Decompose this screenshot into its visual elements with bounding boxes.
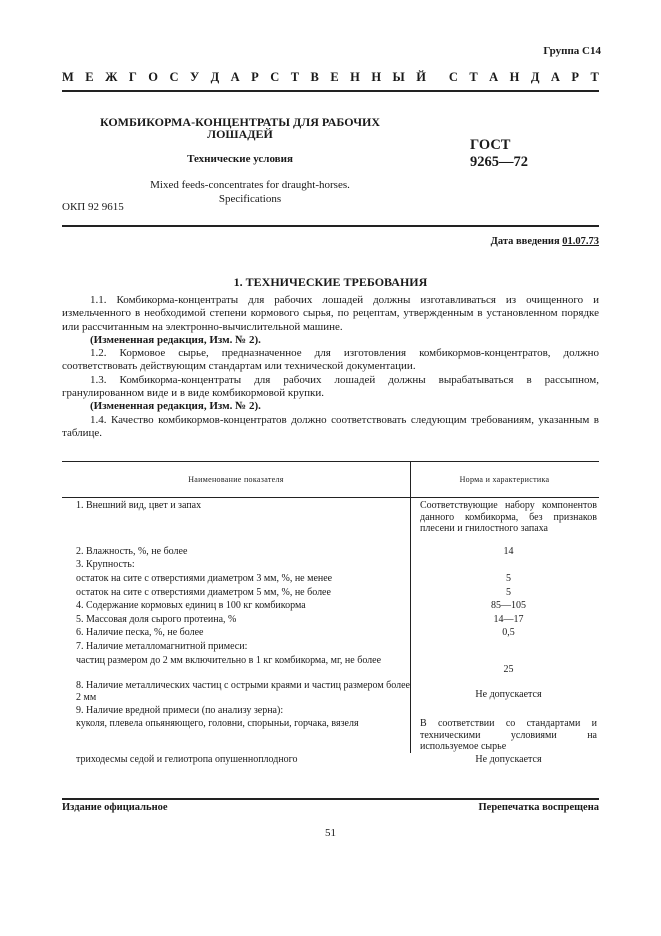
amendment-note: (Измененная редакция, Изм. № 2). [90,400,261,413]
banner-letter: Е [330,70,339,84]
middle-rule [62,225,599,227]
row-name: 4. Содержание кормовых единиц в 100 кг комбикорма [76,600,306,611]
row-name: 9. Наличие вредной примеси (по анализу зерна): [76,705,284,716]
row-value: 0,5 [502,627,515,638]
banner-letter: Г [128,70,137,84]
row-name: остаток на сите с отверстиями диаметром 3 мм, %, не менее [76,573,333,584]
footer-official-edition: Издание официальное [62,802,168,813]
table-row [62,754,599,768]
table-header [62,462,599,498]
row-value [410,641,599,655]
banner-letter: В [310,70,319,84]
row-name: 8. Наличие металлических частиц с острыми краями и частиц размером более 2 мм [76,680,410,703]
okp-code: ОКП 92 9615 [62,201,124,213]
banner-letter: А [550,70,560,84]
table-divider [410,462,411,753]
banner-letter: О [148,70,159,84]
banner-letter: Е [85,70,94,84]
banner-letter: Т [469,70,478,84]
row-value [410,559,599,573]
banner-letter: Н [350,70,360,84]
row-name: триходесмы седой и гелиотропа опушенноплодного [76,754,298,765]
banner-letter: М [62,70,74,84]
banner-letter: Р [251,70,259,84]
banner-letter: Д [530,70,540,84]
standard-banner [62,70,599,85]
document-title [90,116,390,140]
row-value: 5 [506,573,511,584]
table-row [62,559,599,573]
row-name: остаток на сите с отверстиями диаметром 5 мм, %, не более [76,587,331,598]
title-line: ЛОШАДЕЙ [207,127,273,141]
gost-number: 9265—72 [470,154,528,170]
requirements-table [62,461,599,768]
english-title [90,178,410,206]
row-name: 7. Наличие металломагнитной примеси: [76,641,248,652]
gost-label: ГОСТ [470,137,511,153]
section-title: 1. ТЕХНИЧЕСКИЕ ТРЕБОВАНИЯ [233,275,428,289]
english-line: Specifications [218,193,282,205]
row-name: 5. Массовая доля сырого протеина, % [76,614,237,625]
table-row [62,614,599,627]
page-number: 51 [325,827,336,839]
banner-letter: С [169,70,179,84]
english-line: Mixed feeds-concentrates for draught-horses. [150,179,350,191]
banner-letter: С [270,70,280,84]
paragraph: 1.1. Комбикорма-концентраты для рабочих лошадей должны изготавливаться из очищенного и измельченного в необходимой степени кормового сырья, по рецептам, утвержденным в установленном порядке или рассчитанным на электронно-вычислительной машине. [62,294,599,333]
document-subtitle: Технические условия [187,153,293,165]
row-value: Не допускается [475,754,542,765]
intro-date-value: 01.07.73 [562,236,599,247]
banner-letter: А [230,70,240,84]
amendment-note: (Измененная редакция, Изм. № 2). [90,333,261,346]
table-row [62,718,599,754]
row-value: 14—17 [493,614,524,625]
row-value [410,705,599,718]
banner-letter: Ы [392,70,405,84]
banner-letter: У [189,70,200,84]
banner-letter: Т [590,70,599,84]
banner-letter: Н [371,70,382,84]
group-code: Группа С14 [543,45,601,57]
row-value: 5 [506,587,511,598]
body-text [62,294,599,440]
banner-letter: Ж [105,70,118,84]
row-value: Не допускается [475,689,542,700]
banner-letter: С [448,70,458,84]
table-row [62,587,599,600]
banner-letter: Д [210,70,220,84]
banner-letter: Т [290,70,300,84]
row-value: 25 [503,664,514,675]
introduction-date [491,236,599,247]
row-value: В соответствии со стандартами и техническими условиями на используемое сырье [420,718,597,752]
table-row [62,627,599,641]
row-name: 6. Наличие песка, %, не более [76,627,204,638]
row-value: Соответствующие набору компонентов данного комбикорма, без признаков плесени и гнилостного запаха [420,500,597,534]
title-line: КОМБИКОРМА-КОНЦЕНТРАТЫ ДЛЯ РАБОЧИХ [99,115,381,129]
row-name: 2. Влажность, %, не более [76,546,188,557]
row-value: 14 [503,546,514,557]
row-name: 3. Крупность: [76,559,135,570]
banner-letter: Н [509,70,520,84]
top-rule [62,90,599,92]
footer-reprint-prohibited: Перепечатка воспрещена [478,802,599,813]
header-indicator: Наименование показателя [188,475,284,484]
row-name: частиц размером до 2 мм включительно в 1 кг комбикорма, мг, не более [76,655,382,666]
footer-rule [62,798,599,800]
gost-designation [470,137,528,171]
paragraph: 1.4. Качество комбикормов-концентратов должно соответствовать следующим требованиям, указанным в таблице. [62,413,599,439]
table-row [62,655,599,680]
header-norm: Норма и характеристика [459,475,550,484]
table-row [62,500,599,546]
paragraph: 1.3. Комбикорма-концентраты для рабочих лошадей должны вырабатываться в рассыпном, гранулированном виде и в виде комбикормовой крупки. [62,373,599,400]
row-value: 85—105 [491,600,526,611]
intro-label: Дата введения [490,236,563,247]
banner-letter: Й [416,70,426,84]
row-name: куколя, плевела опьяняющего, головни, спорыньи, горчака, вязеля [76,718,359,729]
table-row [62,705,599,718]
table-row [62,546,599,559]
row-name: 1. Внешний вид, цвет и запах [76,500,202,511]
table-row [62,573,599,587]
table-row [62,641,599,655]
table-row [62,680,599,705]
paragraph: 1.2. Кормовое сырье, предназначенное для изготовления комбикормов-концентратов, должно соответствовать действующим стандартам или технической документации. [62,347,599,373]
banner-letter: А [489,70,499,84]
table-row [62,600,599,614]
banner-letter: Р [571,70,580,84]
